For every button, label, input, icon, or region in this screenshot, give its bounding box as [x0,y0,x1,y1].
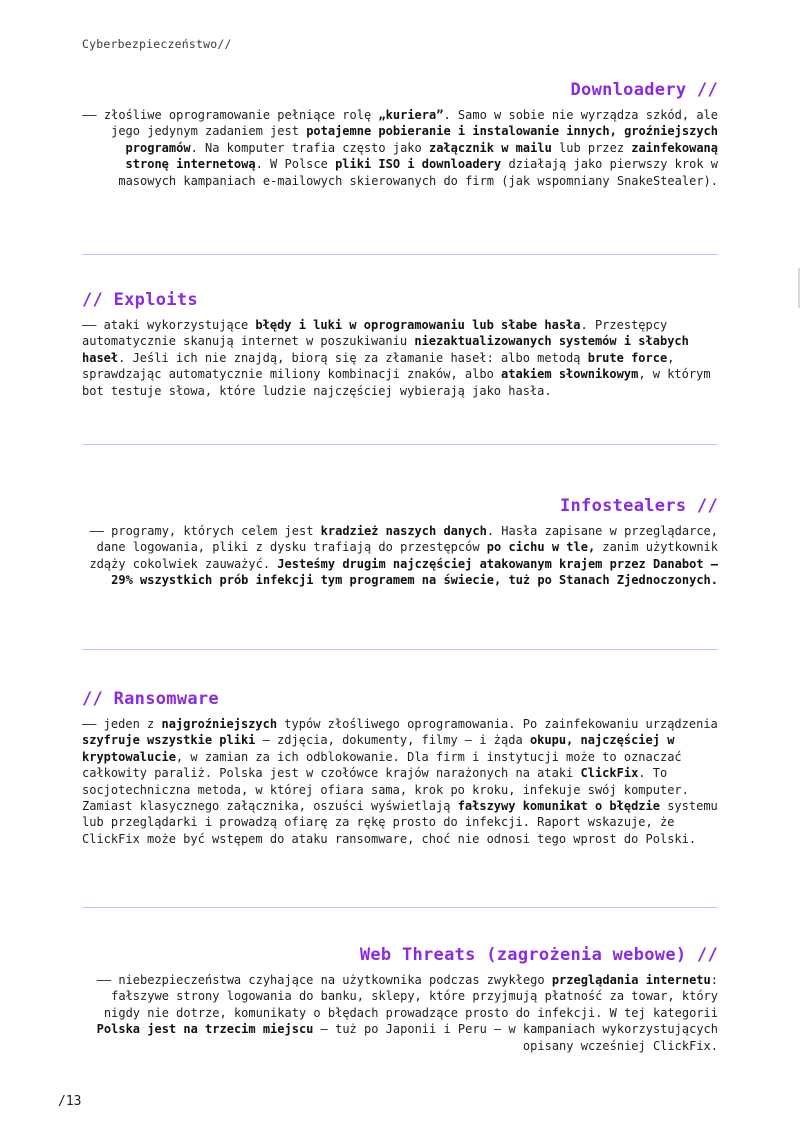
emphasis-text: kradzież naszych danych [320,524,487,538]
body-text: –– złośliwe oprogramowanie pełniące rolę [82,108,379,122]
section-body [82,523,718,589]
section-body [82,972,718,1054]
emphasis-text: błędy i luki w oprogramowaniu lub słabe hasła [255,318,581,332]
body-text: , sprawdzając automatycznie miliony kombinacji znaków, albo [82,350,675,382]
emphasis-text: Jesteśmy drugim najczęściej atakowanym krajem przez Danabot — 29% wszystkich prób infekcji tym programem na świecie, tuż po Stanach Zjednoczonych. [111,556,718,588]
section-infostealers [82,496,718,589]
body-text: działają jako pierwszy krok w masowych kampaniach e-mailowych skierowanych do firm (jak wspomniany SnakeStealer). [118,157,718,188]
body-text: — zdjęcia, dokumenty, filmy — i żąda [255,733,530,748]
section-web-threats [82,945,718,1054]
body-text: lub przez [551,140,632,155]
running-title: Cyberbezpieczeństwo// [82,37,232,51]
body-text: –– jeden z [82,717,162,731]
section-body [82,317,718,399]
body-text: . Samo w sobie nie wyrządza szkód, ale jego jedynym zadaniem jest [111,108,718,139]
emphasis-text: „kuriera” [378,108,444,122]
section-downloadery [82,80,718,189]
section-divider [82,907,718,908]
emphasis-text: atakiem słownikowym [501,367,639,382]
emphasis-text: najgroźniejszych [161,717,278,731]
section-divider [82,254,718,255]
body-text: –– niebezpieczeństwa czyhające na użytkownika podczas zwykłego [96,973,552,987]
emphasis-text: brute force [587,350,668,365]
section-ransomware [82,689,718,847]
section-title: Web Threats (zagrożenia webowe) // [359,945,718,965]
emphasis-text: okupu, najczęściej w kryptowalucie [82,733,675,764]
emphasis-text: załącznik w mailu [428,140,552,155]
page-number: /13 [58,1094,82,1109]
body-text: : fałszywe strony logowania do banku, sklepy, które przyjmują płatność za towar, który nigdy nie dotrze, komunikaty o błędach prowadzące prosto do infekcji. W tej kategorii [103,973,718,1020]
body-text: –– ataki wykorzystujące [82,318,256,332]
emphasis-text: po cichu w tle, [486,540,596,555]
emphasis-text: ClickFix [580,766,639,781]
section-title: // Ransomware [82,689,219,709]
emphasis-text: fałszywy komunikat o błędzie [457,799,660,814]
section-body [82,107,718,189]
section-title: Downloadery // [570,80,718,100]
body-text: . Na komputer trafia często jako [190,140,429,155]
section-title: // Exploits [82,290,198,310]
body-text: — tuż po Japonii i Peru — w kampaniach wykorzystujących opisany wcześniej ClickFix. [313,1022,718,1053]
emphasis-text: zainfekowaną stronę internetową [125,140,718,172]
section-divider [82,649,718,650]
section-divider [82,444,718,445]
emphasis-text: Polska jest na trzecim miejscu [96,1022,314,1037]
body-text: . W Polsce [255,157,336,172]
section-exploits [82,290,718,399]
body-text: zanim użytkownik zdąży cokolwiek zauważyć. [89,540,718,571]
emphasis-text: przeglądania internetu [551,973,711,987]
body-text: . Przestępcy automatycznie skanują internet w poszukiwaniu [82,318,668,349]
body-text: –– programy, których celem jest [89,524,321,538]
body-text: , w którym bot testuje słowa, które ludzie najczęściej wybierają jako hasła. [82,367,711,398]
body-text: typów złośliwego oprogramowania. Po zainfekowaniu urządzenia [277,717,718,731]
body-text: systemu lub przeglądarki i prowadzą ofiarę za rękę prosto do infekcji. Raport wskazuje, że ClickFix może być wstępem do ataku ransomware, choć nie odnosi tego wprost do Polski. [82,799,718,846]
emphasis-text: potajemne pobieranie i instalowanie innych, groźniejszych programów [125,124,718,155]
emphasis-text: szyfruje wszystkie pliki [82,733,256,748]
body-text: . Jeśli ich nie znajdą, biorą się za złamanie haseł: albo metodą [118,350,588,365]
body-text: . To socjotechniczna metoda, w której ofiara sama, krok po kroku, infekuje swój komputer. Zamiast klasycznego załącznika, oszuści wyświetlają [82,766,689,814]
section-title: Infostealers // [559,496,718,516]
emphasis-text: niezaktualizowanych systemów i słabych haseł [82,334,689,365]
body-text: . Hasła zapisane w przeglądarce, dane logowania, pliki z dysku trafiają do przestępców [96,524,718,555]
section-body [82,716,718,847]
emphasis-text: pliki ISO i downloadery [335,157,502,172]
body-text: , w zamian za ich odblokowanie. Dla firm i instytucji może to oznaczać całkowity paraliż. Polska jest w czołówce krajów narażonych na ataki [82,749,682,781]
